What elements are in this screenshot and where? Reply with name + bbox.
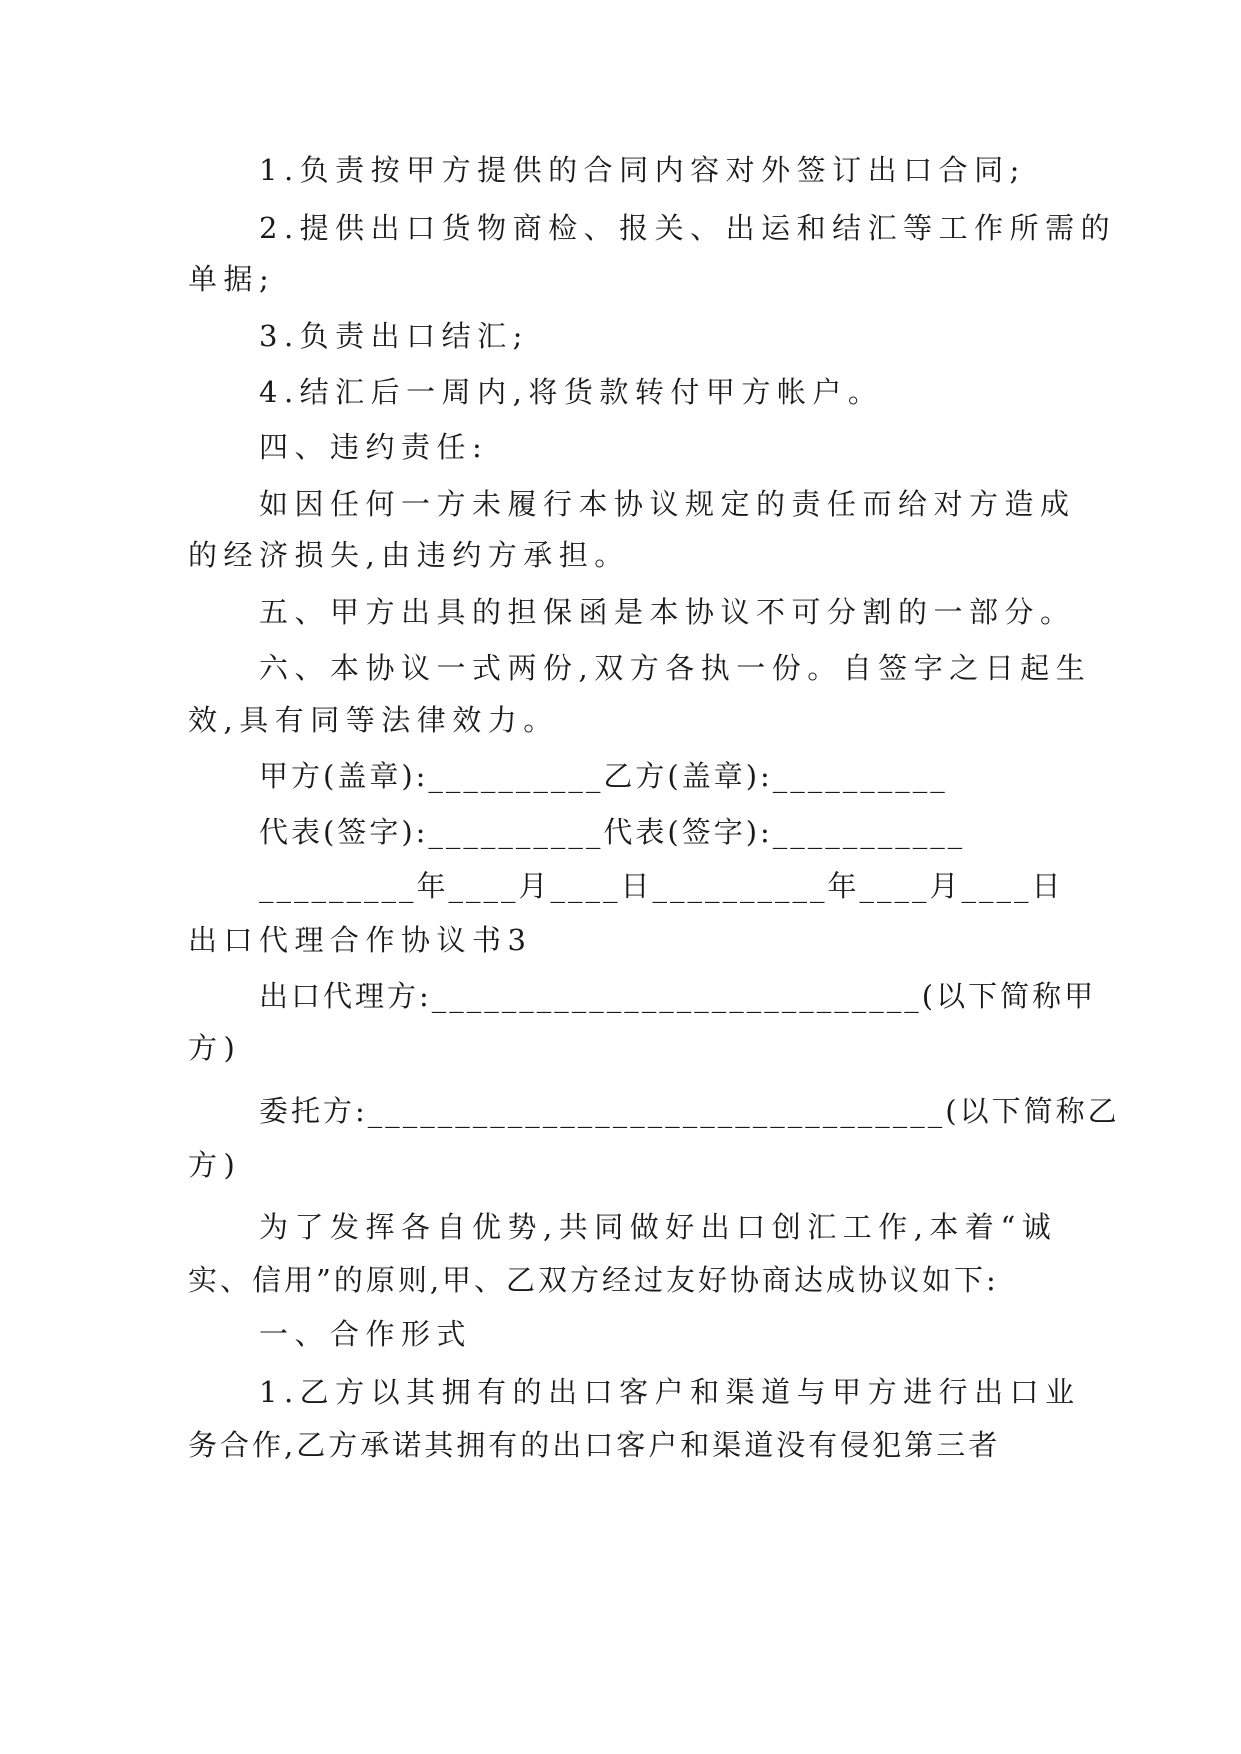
seal-line: 甲方(盖章):__________乙方(盖章):__________ [259, 759, 948, 793]
date-line: _________年____月____日__________年____月____日 [259, 869, 1064, 903]
signature-line: 代表(签字):__________代表(签字):___________ [259, 815, 966, 849]
clause-line: 3.负责出口结汇; [259, 319, 529, 353]
section-heading: 四、违约责任: [259, 430, 489, 464]
section-heading: 一、合作形式 [259, 1317, 473, 1351]
clause-line: 1.乙方以其拥有的出口客户和渠道与甲方进行出口业 [259, 1375, 1081, 1409]
clause-line: 4.结汇后一周内,将货款转付甲方帐户。 [259, 375, 884, 409]
party-line: 委托方:_________________________________(以下简称乙 [259, 1094, 1120, 1128]
clause-line: 1.负责按甲方提供的合同内容对外签订出口合同; [259, 153, 1026, 187]
clause-line: 六、本协议一式两份,双方各执一份。自签字之日起生 [259, 651, 1092, 685]
clause-line: 单据; [188, 262, 276, 296]
clause-line: 效,具有同等法律效力。 [188, 703, 559, 737]
clause-line: 如因任何一方未履行本协议规定的责任而给对方造成 [259, 487, 1076, 521]
clause-line: 五、甲方出具的担保函是本协议不可分割的一部分。 [259, 595, 1076, 629]
clause-line: 2.提供出口货物商检、报关、出运和结汇等工作所需的 [259, 211, 1117, 245]
clause-line: 为了发挥各自优势,共同做好出口创汇工作,本着“诚 [259, 1210, 1058, 1244]
party-line: 方) [188, 1148, 242, 1182]
party-line: 出口代理方:____________________________(以下简称甲 [259, 979, 1097, 1013]
party-line: 方) [188, 1031, 242, 1065]
clause-line: 实、信用”的原则,甲、乙双方经过友好协商达成协议如下: [188, 1263, 999, 1297]
clause-line: 的经济损失,由违约方承担。 [188, 538, 630, 572]
clause-line: 务合作,乙方承诺其拥有的出口客户和渠道没有侵犯第三者 [188, 1428, 1001, 1462]
document-title: 出口代理合作协议书3 [188, 923, 533, 957]
